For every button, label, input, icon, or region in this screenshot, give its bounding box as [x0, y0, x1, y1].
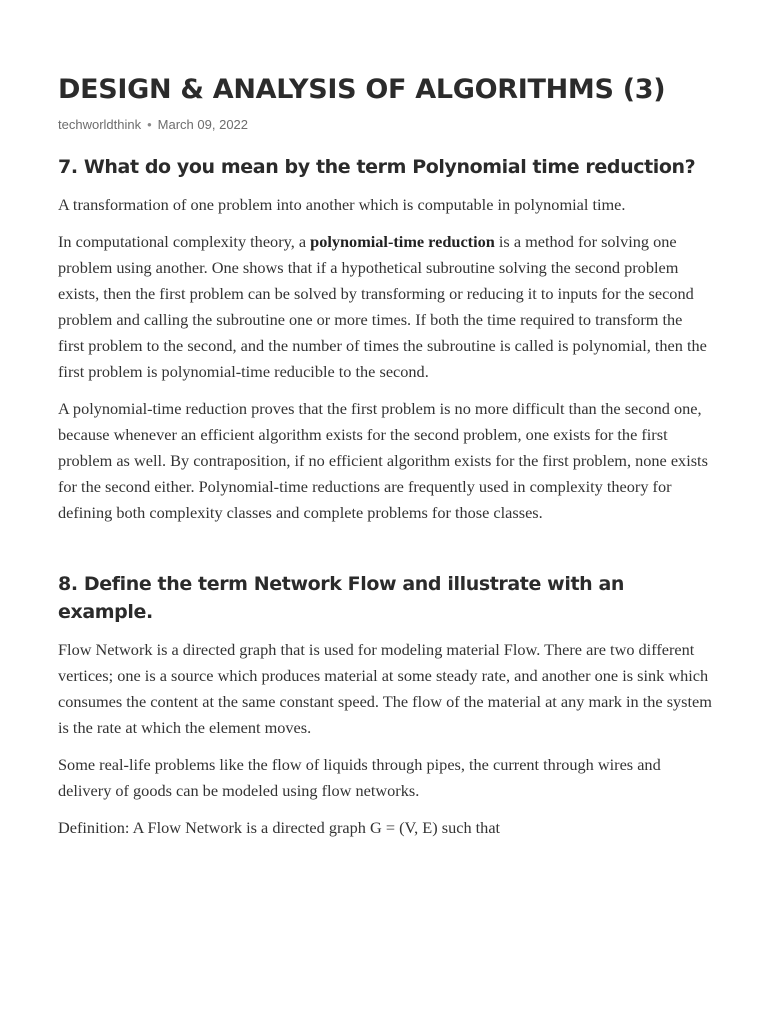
- q7-p2-text-end: is a method for solving one problem using another. One shows that if a hypothetical subroutine solving the second problem exists, then the first problem can be solved by transforming or reducing it to inputs for the second problem and calling the subroutine one or more times. If both the time required to transform the first problem to the second, and the number of times the subroutine is called is polynomial, then the first problem is polynomial-time reducible to the second.: [58, 232, 707, 381]
- question-7-heading: 7. What do you mean by the term Polynomial time reduction?: [58, 156, 696, 178]
- author-link[interactable]: techworldthink: [58, 117, 142, 132]
- q8-paragraph-3: Definition: A Flow Network is a directed graph G = (V, E) such that: [58, 818, 501, 837]
- meta-separator: •: [147, 117, 152, 132]
- question-8-heading: 8. Define the term Network Flow and illustrate with an example.: [58, 573, 625, 623]
- post-title: DESIGN & ANALYSIS OF ALGORITHMS (3): [58, 74, 666, 105]
- q7-p2-bold-term: polynomial-time reduction: [310, 232, 495, 251]
- q7-paragraph-3: A polynomial-time reduction proves that the first problem is no more difficult than the second one, because whenever an efficient algorithm exists for the second problem, one exists for the first problem as well. By contraposition, if no efficient algorithm exists for the first problem, none exists for the second either. Polynomial-time reductions are frequently used in complexity theory for defining both complexity classes and complete problems for those classes.: [58, 399, 708, 522]
- q7-paragraph-1: A transformation of one problem into another which is computable in polynomial time.: [58, 195, 626, 214]
- q7-paragraph-2: [58, 229, 712, 385]
- q8-paragraph-1: Flow Network is a directed graph that is used for modeling material Flow. There are two different vertices; one is a source which produces material at some steady rate, and another one is sink which consumes the content at the same constant speed. The flow of the material at any mark in the system is the rate at which the element moves.: [58, 640, 712, 737]
- q8-paragraph-2: Some real-life problems like the flow of liquids through pipes, the current through wires and delivery of goods can be modeled using flow networks.: [58, 755, 661, 800]
- q7-p2-text-start: In computational complexity theory, a: [58, 232, 311, 251]
- post-date: March 09, 2022: [157, 117, 249, 132]
- post-meta: [58, 116, 712, 134]
